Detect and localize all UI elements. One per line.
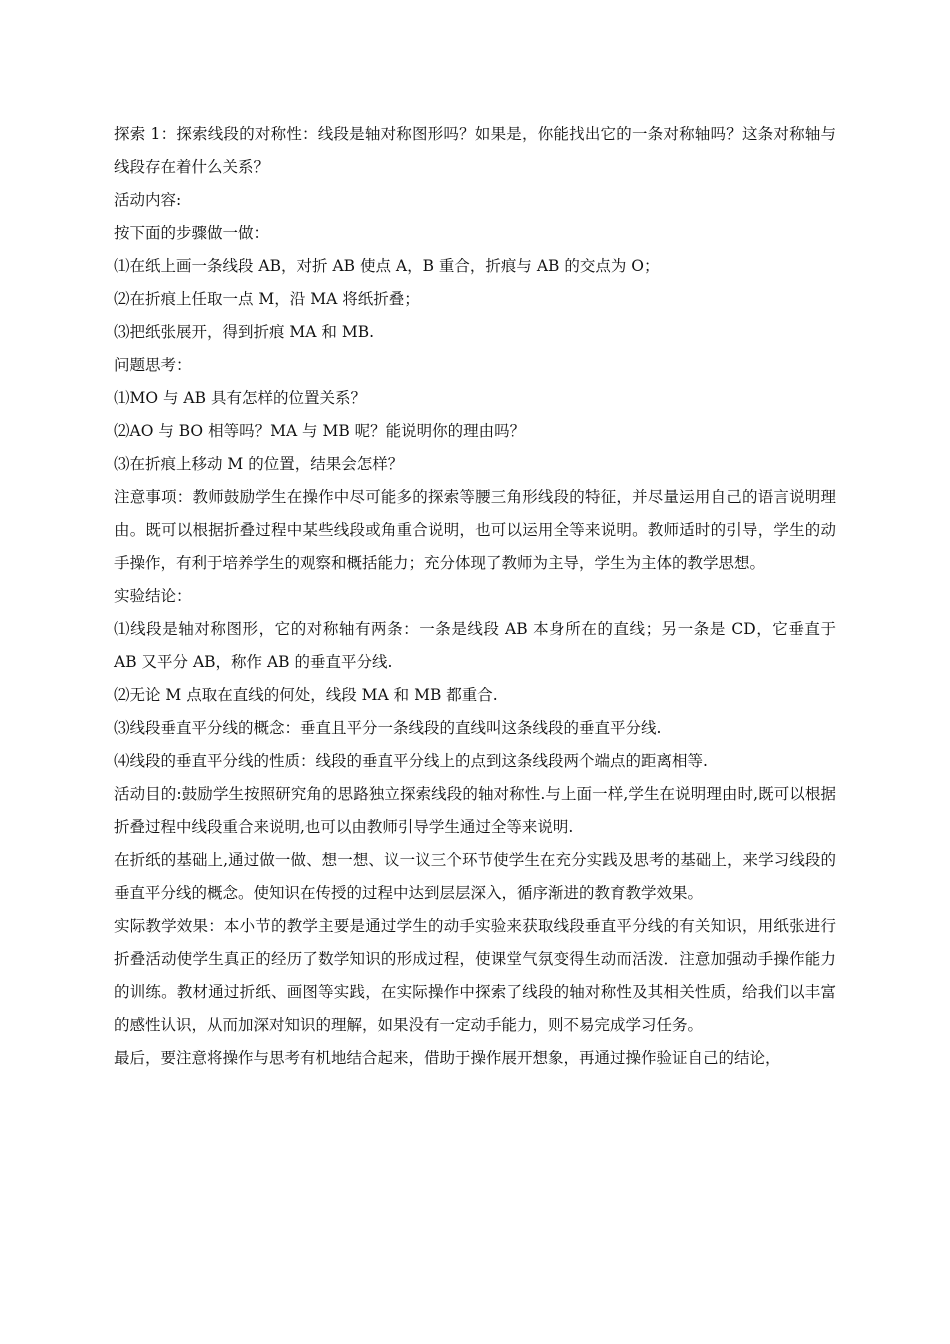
paragraph-question-2: ⑵AO 与 BO 相等吗？MA 与 MB 呢？能说明你的理由吗？ (114, 422, 526, 440)
paragraph-activity-content: 活动内容: (114, 191, 182, 209)
paragraph-steps-intro: 按下面的步骤做一做： (114, 224, 270, 242)
paragraph-question-1: ⑴MO 与 AB 具有怎样的位置关系？ (114, 389, 366, 407)
paragraph-conclusion-2: ⑵无论 M 点取在直线的何处，线段 MA 和 MB 都重合. (114, 686, 498, 704)
paragraph-conclusion-3: ⑶线段垂直平分线的概念：垂直且平分一条线段的直线叫这条线段的垂直平分线. (114, 719, 662, 737)
paragraph-questions-heading: 问题思考： (114, 356, 192, 374)
paragraph-notes: 注意事项：教师鼓励学生在操作中尽可能多的探索等腰三角形线段的特征，并尽量运用自己的语言说明理由。既可以根据折叠过程中某些线段或角重合说明，也可以运用全等来说明。教师适时的引导，学生的动手操作，有利于培养学生的观察和概括能力；充分体现了教师为主导，学生为主体的教学思想。 (114, 488, 836, 572)
paragraph-finally: 最后，要注意将操作与思考有机地结合起来，借助于操作展开想象，再通过操作验证自己的结论， (114, 1049, 781, 1067)
paragraph-teaching-effect: 实际教学效果：本小节的教学主要是通过学生的动手实验来获取线段垂直平分线的有关知识，用纸张进行折叠活动使学生真正的经历了数学知识的形成过程，使课堂气氛变得生动而活泼．注意加强动手操作能力的训练。教材通过折纸、画图等实践，在实际操作中探索了线段的轴对称性及其相关性质，给我们以丰富的感性认识，从而加深对知识的理解，如果没有一定动手能力，则不易完成学习任务。 (114, 917, 836, 1034)
paragraph-step-3: ⑶把纸张展开，得到折痕 MA 和 MB. (114, 323, 375, 341)
paragraph-conclusion-1: ⑴线段是轴对称图形，它的对称轴有两条：一条是线段 AB 本身所在的直线；另一条是 CD，它垂直于 AB 又平分 AB，称作 AB 的垂直平分线. (114, 620, 836, 671)
paragraph-activity-purpose: 活动目的:鼓励学生按照研究角的思路独立探索线段的轴对称性.与上面一样,学生在说明理由时,既可以根据折叠过程中线段重合来说明,也可以由教师引导学生通过全等来说明. (114, 785, 836, 836)
paragraph-question-3: ⑶在折痕上移动 M 的位置，结果会怎样？ (114, 455, 404, 473)
paragraph-conclusion-4: ⑷线段的垂直平分线的性质：线段的垂直平分线上的点到这条线段两个端点的距离相等. (114, 752, 708, 770)
paragraph-step-1: ⑴在纸上画一条线段 AB，对折 AB 使点 A，B 重合，折痕与 AB 的交点为 O； (114, 257, 660, 275)
document-body (114, 118, 836, 1075)
paragraph-conclusion-heading: 实验结论： (114, 587, 192, 605)
paragraph-step-2: ⑵在折痕上任取一点 M，沿 MA 将纸折叠； (114, 290, 420, 308)
paragraph-explore-1: 探索 1：探索线段的对称性：线段是轴对称图形吗？如果是，你能找出它的一条对称轴吗？这条对称轴与线段存在着什么关系？ (114, 125, 836, 176)
paragraph-folding-basis: 在折纸的基础上,通过做一做、想一想、议一议三个环节使学生在充分实践及思考的基础上，来学习线段的垂直平分线的概念。使知识在传授的过程中达到层层深入，循序渐进的教育教学效果。 (114, 851, 836, 902)
